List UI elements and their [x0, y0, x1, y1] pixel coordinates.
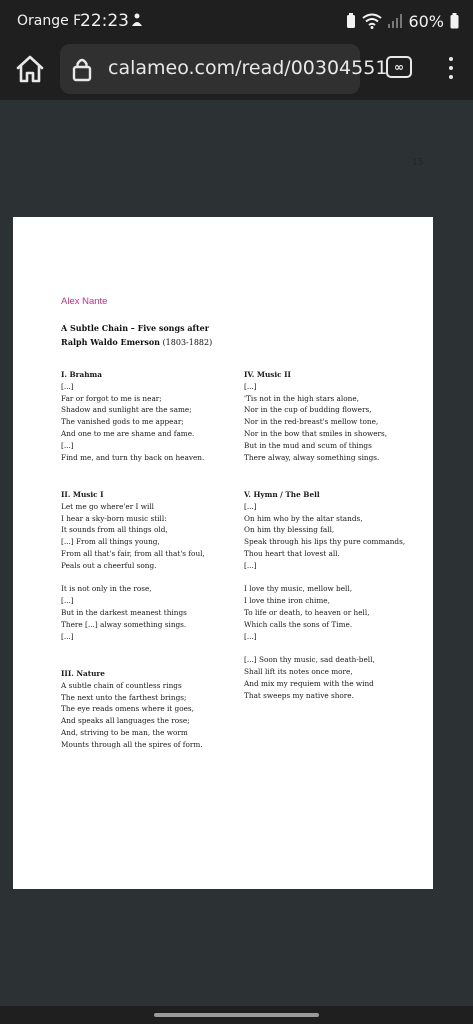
poem-line: I love thy music, mellow bell, [244, 584, 353, 594]
clock: 22:23 [80, 11, 129, 31]
wifi-icon [362, 13, 382, 29]
home-icon[interactable] [14, 54, 46, 84]
poem-line: And, striving to be man, the worm [61, 727, 188, 737]
reader-mode-button[interactable]: ∞ [386, 56, 412, 78]
composer-name: Alex Nante [61, 296, 108, 307]
gesture-handle[interactable] [154, 1013, 319, 1017]
poem-line: Thou heart that lovest all. [244, 548, 340, 558]
lock-icon[interactable] [72, 57, 92, 81]
poem-line: [...] [61, 381, 74, 391]
poem-line: [...] [244, 381, 257, 391]
poem-line: Peals out a cheerful song. [61, 560, 157, 570]
status-bar [0, 0, 473, 42]
poem-line: [...] [61, 596, 74, 606]
address-bar[interactable] [60, 44, 388, 94]
poem-line: Mounts through all the spires of form. [61, 739, 203, 749]
poem-line: It sounds from all things old, [61, 525, 168, 535]
poem-line: There alway, alway something sings. [244, 452, 380, 462]
section-heading: I. Brahma [61, 370, 102, 379]
poem-line: Find me, and turn thy back on heaven. [61, 452, 205, 462]
poem-line: [...] [61, 631, 74, 641]
status-icons [346, 11, 459, 31]
poem-line: But in the mud and scum of things [244, 440, 372, 450]
battery-percent: 60% [408, 11, 444, 31]
poem-section [244, 489, 405, 701]
work-title [61, 322, 212, 349]
poem-line: From all that's fair, from all that's foul, [61, 548, 205, 558]
poem-line: There [...] alway something sings. [61, 619, 187, 629]
poem-line: The vanished gods to me appear; [61, 417, 184, 427]
poem-line: But in the darkest meanest things [61, 607, 187, 617]
browser-toolbar [0, 42, 473, 100]
poem-line: I hear a sky-born music still: [61, 513, 167, 523]
poem-line: And mix my requiem with the wind [244, 678, 374, 688]
battery-saver-icon [346, 13, 356, 29]
poem-line: 'Tis not in the high stars alone, [244, 393, 359, 403]
battery-icon [450, 13, 459, 29]
poem-line: Nor in the red-breast's mellow tone, [244, 417, 379, 427]
poem-line: I love thine iron chime, [244, 596, 330, 606]
signal-icon [388, 14, 402, 28]
stanza-break [244, 572, 405, 584]
poem-section [61, 668, 203, 751]
section-heading: V. Hymn / The Bell [244, 490, 320, 499]
poem-line: Nor in the bow that smiles in showers, [244, 428, 388, 438]
poem-line: It is not only in the rose, [61, 584, 152, 594]
poem-line: Let me go where'er I will [61, 501, 155, 511]
poem-section [244, 369, 387, 463]
poem-line: Far or forgot to me is near; [61, 393, 162, 403]
poem-section [61, 489, 205, 642]
poem-line: That sweeps my native shore. [244, 690, 354, 700]
carrier-label: Orange F [17, 13, 82, 29]
stanza-break [244, 642, 405, 654]
poem-line: Nor in the cup of budding flowers, [244, 405, 372, 415]
poem-line: The eye reads omens where it goes, [61, 704, 194, 714]
system-nav-bar [0, 1006, 473, 1024]
title-line-1: A Subtle Chain – Five songs after [61, 323, 209, 333]
more-menu-icon[interactable] [446, 54, 456, 84]
section-heading: III. Nature [61, 669, 105, 678]
poem-line: Shall lift its notes once more, [244, 666, 353, 676]
poem-line: On him thy blessing fall, [244, 525, 335, 535]
poem-line: And one to me are shame and fame. [61, 428, 195, 438]
stanza-break [61, 572, 205, 584]
poem-line: And speaks all languages the rose; [61, 716, 190, 726]
poem-line: [...] From all things young, [61, 537, 160, 547]
url-text[interactable]: calameo.com/read/00304551 [108, 57, 388, 79]
poem-line: [...] [244, 501, 257, 511]
poem-line: [...] Soon thy music, sad death-bell, [244, 655, 375, 665]
poem-line: [...] [61, 440, 74, 450]
poem-line: To life or death, to heaven or hell, [244, 607, 370, 617]
section-heading: IV. Music II [244, 370, 291, 379]
poem-line: A subtle chain of countless rings [61, 680, 182, 690]
section-heading: II. Music I [61, 490, 104, 499]
poem-section [61, 369, 204, 463]
title-dates: (1803-1882) [162, 337, 213, 347]
poem-line: Which calls the sons of Time. [244, 619, 353, 629]
poem-line: The next unto the farthest brings; [61, 692, 187, 702]
title-poet: Ralph Waldo Emerson [61, 336, 160, 347]
poem-line: [...] [244, 631, 257, 641]
page-number: 15 [412, 158, 424, 168]
notification-icon [130, 12, 144, 28]
poem-line: On him who by the altar stands, [244, 513, 363, 523]
poem-line: [...] [244, 560, 257, 570]
poem-line: Shadow and sunlight are the same; [61, 405, 192, 415]
poem-line: Speak through his lips thy pure commands, [244, 537, 406, 547]
